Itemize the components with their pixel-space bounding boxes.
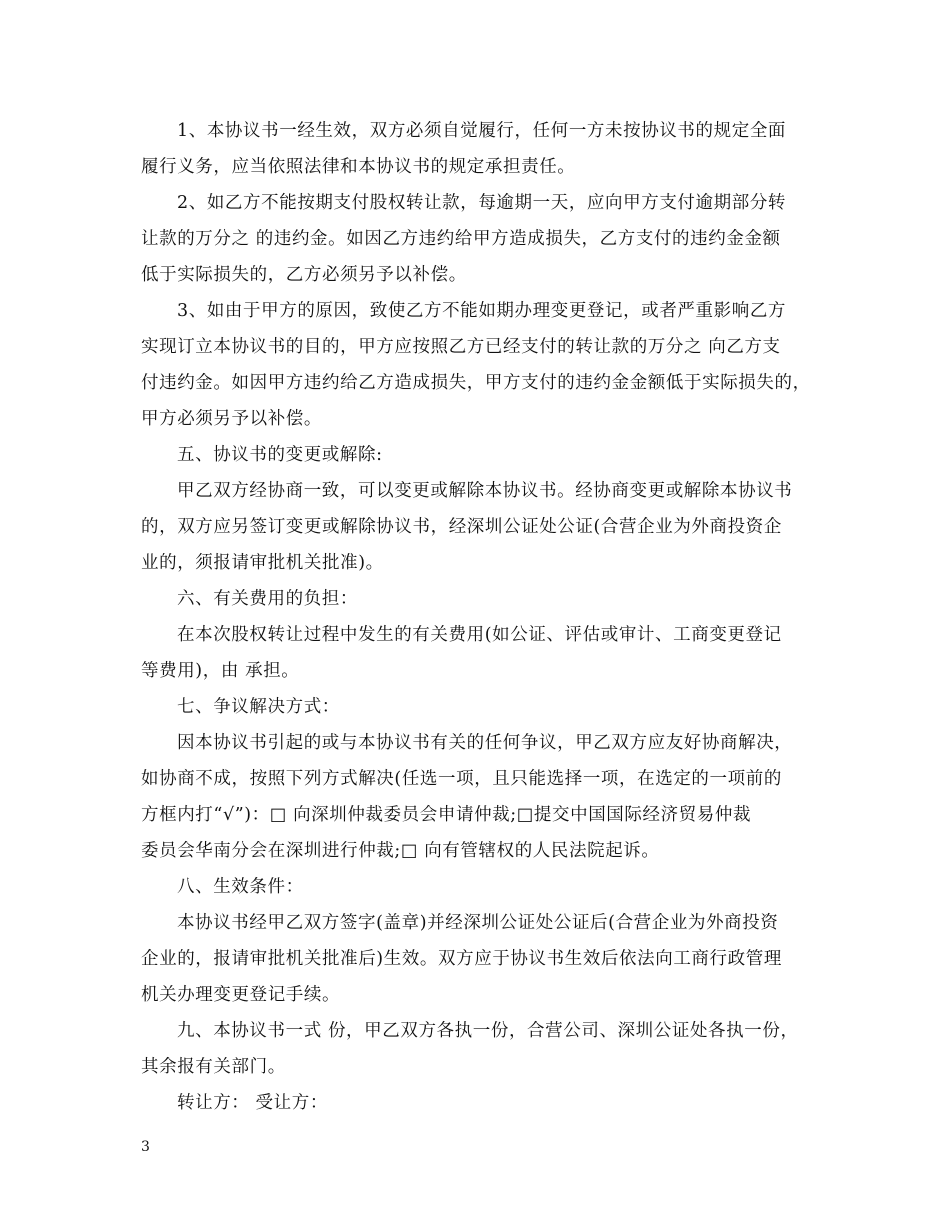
text-line: 的，双方应另签订变更或解除协议书，经深圳公证处公证(合营企业为外商投资企 <box>141 517 782 537</box>
text-line: 付违约金。如因甲方违约给乙方造成损失，甲方支付的违约金金额低于实际损失的， <box>141 373 811 393</box>
text-line: 实现订立本协议书的目的，甲方应按照乙方已经支付的转让款的万分之 向乙方支 <box>141 337 781 357</box>
text-line: 3、如由于甲方的原因，致使乙方不能如期办理变更登记，或者严重影响乙方 <box>177 301 787 321</box>
section-heading: 七、争议解决方式： <box>177 697 340 717</box>
text-line: 委员会华南分会在深圳进行仲裁;□ 向有管辖权的人民法院起诉。 <box>141 841 660 861</box>
section-heading: 六、有关费用的负担： <box>177 589 358 609</box>
text-line: 等费用)，由 承担。 <box>141 661 300 681</box>
text-line: 在本次股权转让过程中发生的有关费用(如公证、评估或审计、工商变更登记 <box>177 625 782 645</box>
text-line: 业的，须报请审批机关批准)。 <box>141 553 384 573</box>
text-line: 因本协议书引起的或与本协议书有关的任何争议，甲乙双方应友好协商解决， <box>177 733 793 753</box>
text-line: 如协商不成，按照下列方式解决(任选一项，且只能选择一项，在选定的一项前的 <box>141 769 782 789</box>
document-body <box>141 113 811 1121</box>
text-line: 九、本协议书一式 份，甲乙双方各执一份，合营公司、深圳公证处各执一份， <box>177 1021 799 1041</box>
text-line: 让款的万分之 的违约金。如因乙方违约给甲方造成损失，乙方支付的违约金金额 <box>141 229 781 249</box>
text-line: 1、本协议书一经生效，双方必须自觉履行，任何一方未按协议书的规定全面 <box>177 121 787 141</box>
text-line: 企业的，报请审批机关批准后)生效。双方应于协议书生效后依法向工商行政管理 <box>141 949 782 969</box>
section-heading: 五、协议书的变更或解除: <box>177 445 383 465</box>
text-line: 本协议书经甲乙双方签字(盖章)并经深圳公证处公证后(合营企业为外商投资 <box>177 913 779 933</box>
page-number: 3 <box>141 1139 150 1155</box>
section-heading: 八、生效条件： <box>177 877 304 897</box>
text-line: 其余报有关部门。 <box>141 1057 286 1077</box>
text-line: 甲方必须另予以补偿。 <box>141 409 322 429</box>
text-line: 甲乙双方经协商一致，可以变更或解除本协议书。经协商变更或解除本协议书 <box>177 481 793 501</box>
text-line: 2、如乙方不能按期支付股权转让款，每逾期一天，应向甲方支付逾期部分转 <box>177 193 787 213</box>
text-line: 履行义务，应当依照法律和本协议书的规定承担责任。 <box>141 157 576 177</box>
text-line: 方框内打“√”)：□ 向深圳仲裁委员会申请仲裁;□提交中国国际经济贸易仲裁 <box>141 805 752 825</box>
text-line: 低于实际损失的，乙方必须另予以补偿。 <box>141 265 467 285</box>
text-line: 机关办理变更登记手续。 <box>141 985 341 1005</box>
signature-line: 转让方： 受让方： <box>177 1093 328 1113</box>
